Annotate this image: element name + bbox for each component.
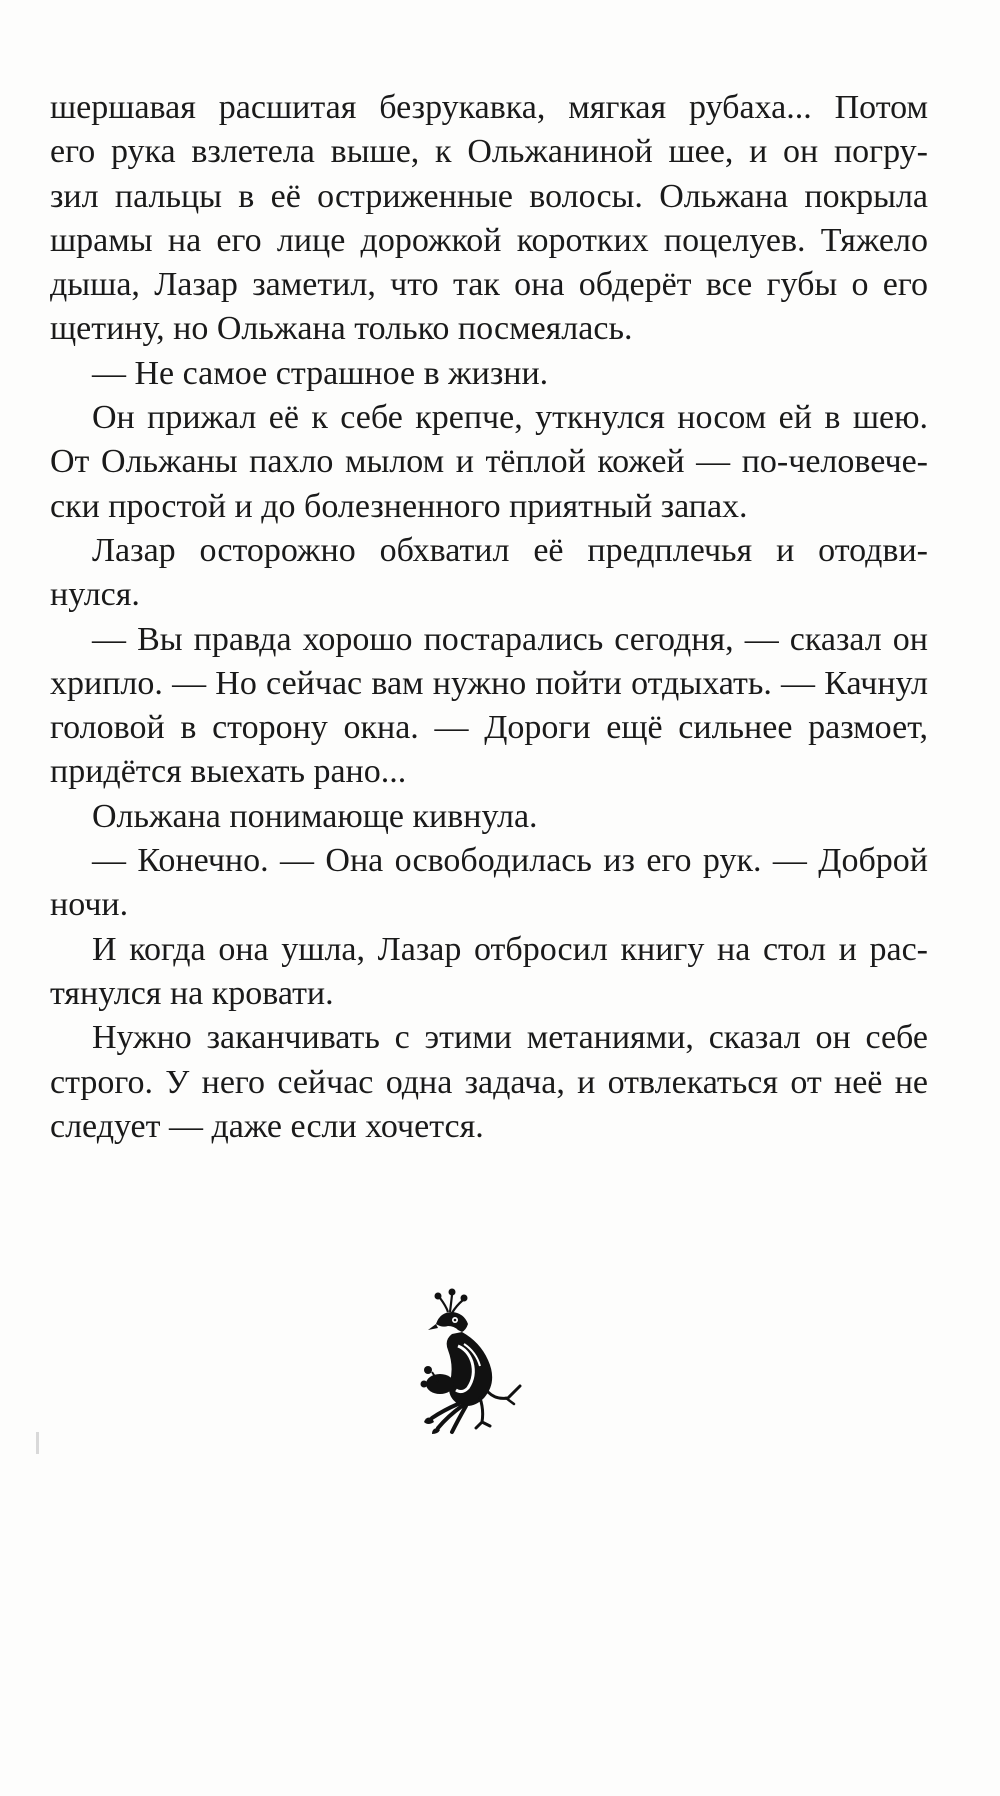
text-line: И когда она ушла, Лазар отбросил книгу на стол и рас- [92, 930, 928, 968]
text-line: нулся. [50, 576, 140, 614]
text-line: хрипло. — Но сейчас вам нужно пойти отдыхать. — Качнул [50, 664, 928, 702]
text-line: шершавая расшитая безрукавка, мягкая рубаха... Потом [50, 89, 928, 126]
text-line: его рука взлетела выше, к Ольжаниной шее, и он погру- [50, 133, 928, 171]
text-line: зил пальцы в её остриженные волосы. Ольжана покрыла [50, 177, 928, 215]
text-line: — Вы правда хорошо постарались сегодня, — сказал он [92, 620, 928, 658]
page-text [50, 86, 928, 1149]
text-line: — Конечно. — Она освободилась из его рук. — Доброй [92, 842, 928, 880]
text-line: — Не самое страшное в жизни. [92, 354, 549, 392]
text-line: Он прижал её к себе крепче, уткнулся носом ей в шею. [92, 399, 928, 437]
text-line: головой в сторону окна. — Дороги ещё сильнее размоет, [50, 709, 928, 747]
page-edge-mark [36, 1432, 39, 1454]
text-line: щетину, но Ольжана только посмеялась. [50, 310, 633, 348]
text-line: От Ольжаны пахло мылом и тёплой кожей — по-человече- [50, 443, 928, 481]
text-line: следует — даже если хочется. [50, 1107, 484, 1145]
text-line: ски простой и до болезненного приятный запах. [50, 487, 748, 525]
bird-ornament-icon [418, 1286, 558, 1436]
text-line: придётся выехать рано... [50, 753, 407, 791]
text-line: тянулся на кровати. [50, 974, 334, 1012]
text-line: Лазар осторожно обхватил её предплечья и отодви- [92, 531, 928, 569]
text-line: дыша, Лазар заметил, что так она обдерёт все губы о его [50, 266, 928, 304]
text-line: шрамы на его лице дорожкой коротких поцелуев. Тяжело [50, 221, 928, 259]
text-line: строго. У него сейчас одна задача, и отвлекаться от неё не [50, 1063, 928, 1101]
text-line: Ольжана понимающе кивнула. [92, 797, 538, 835]
text-line: ночи. [50, 886, 129, 924]
text-line: Нужно заканчивать с этими метаниями, сказал он себе [92, 1019, 928, 1057]
